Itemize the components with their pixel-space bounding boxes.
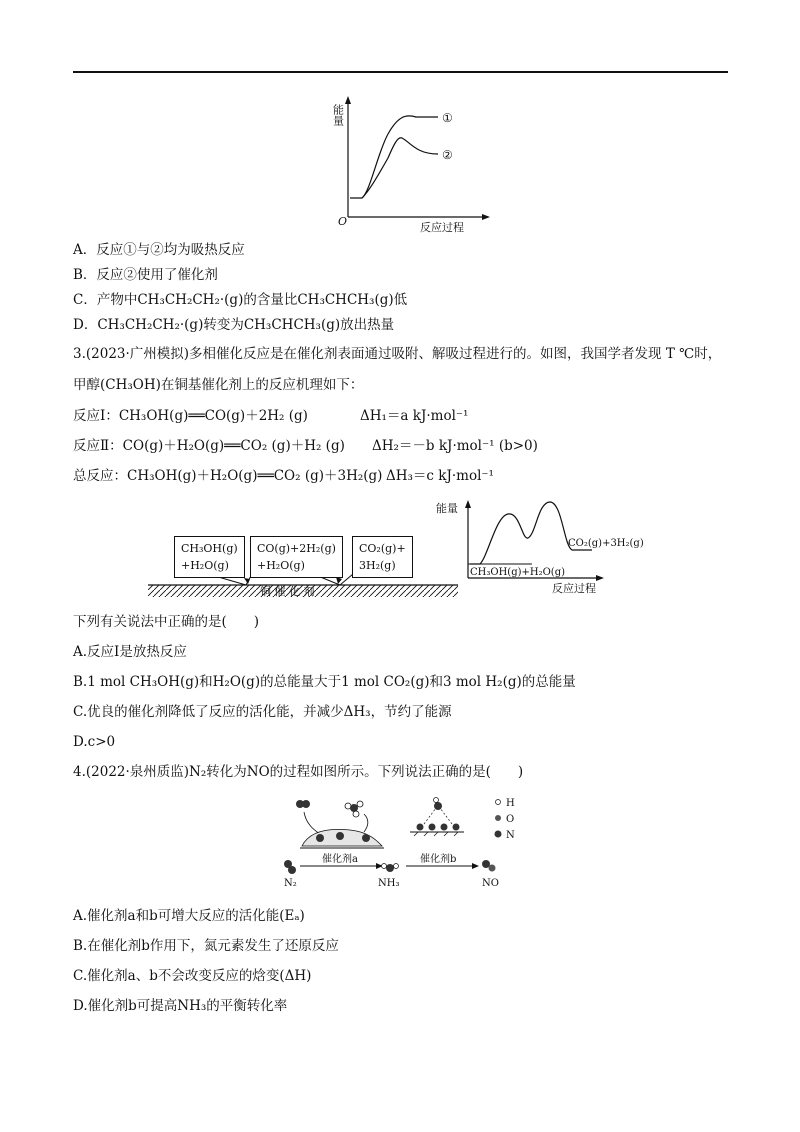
q3-option-d: D.c>0 [73, 734, 116, 750]
catalyst-b-label: 催化剂b [420, 854, 457, 865]
q4-option-a: A.催化剂a和b可增大反应的活化能(Eₐ) [73, 908, 305, 924]
energy-x-label: 反应过程 [552, 582, 596, 595]
y-axis-label: 能量 [331, 104, 345, 126]
q3-stem-line2: 甲醇(CH₃OH)在铜基催化剂上的反应机理如下： [73, 377, 364, 393]
q3-reaction-1-dh: ΔH₁＝a kJ·mol⁻¹ [360, 408, 469, 424]
q3-option-a: A.反应Ⅰ是放热反应 [73, 644, 187, 660]
energy-diagram-2 [432, 496, 662, 598]
energy-diagram-1 [330, 92, 500, 234]
q2-option-c: C．产物中CH₃CH₂CH₂·(g)的含量比CH₃CHCH₃(g)低 [73, 292, 408, 308]
legend-h: H [506, 798, 515, 809]
q3-option-c: C.优良的催化剂降低了反应的活化能，并减少ΔH₃，节约了能源 [73, 704, 452, 720]
energy-product-label: CO₂(g)+3H₂(g) [568, 538, 644, 549]
surface-label: 铜 催 化 剂 [260, 585, 315, 598]
energy-y-label: 能量 [436, 502, 458, 515]
q3-reaction-3: 总反应：CH₃OH(g)＋H₂O(g)══CO₂ (g)＋3H₂(g) [73, 468, 383, 484]
origin-label: O [338, 215, 348, 228]
q2-option-a: A．反应①与②均为吸热反应 [73, 242, 245, 258]
q4-option-b: B.在催化剂b作用下，氮元素发生了还原反应 [73, 938, 339, 954]
q3-reaction-2: 反应Ⅱ：CO(g)＋H₂O(g)══CO₂ (g)＋H₂ (g) [73, 438, 345, 454]
catalyst-a-label: 催化剂a [322, 854, 358, 865]
legend-o: O [506, 814, 515, 825]
q4-stem: 4.(2022·泉州质监)N₂转化为NO的过程如图所示。下列说法正确的是( ) [73, 764, 524, 780]
nh3-label: NH₃ [378, 878, 400, 889]
q3-question: 下列有关说法中正确的是( ) [73, 614, 260, 630]
q2-option-d: D．CH₃CH₂CH₂·(g)转变为CH₃CHCH₃(g)放出热量 [73, 317, 395, 333]
q3-stem-line1: 3.(2023·广州模拟)多相催化反应是在催化剂表面通过吸附、解吸过程进行的。如图，我国学者发现 T ℃时， [73, 346, 722, 362]
legend-n: N [506, 830, 515, 841]
q3-reaction-2-dh: ΔH₂＝－b kJ·mol⁻¹ (b>0) [372, 438, 538, 454]
q3-option-b: B.1 mol CH₃OH(g)和H₂O(g)的总能量大于1 mol CO₂(g)和3 mol H₂(g)的总能量 [73, 674, 576, 690]
no-label: NO [482, 878, 499, 889]
state-box-1: CH₃OH(g) +H₂O(g) [174, 536, 245, 578]
q3-reaction-3-dh: ΔH₃＝c kJ·mol⁻¹ [386, 468, 494, 484]
q4-option-c: C.催化剂a、b不会改变反应的焓变(ΔH) [73, 968, 312, 984]
header-rule [73, 71, 728, 73]
q2-option-b: B．反应②使用了催化剂 [73, 267, 218, 283]
q4-option-d: D.催化剂b可提高NH₃的平衡转化率 [73, 998, 288, 1014]
n2-to-no-process [280, 794, 530, 890]
state-box-3: CO₂(g)+ 3H₂(g) [352, 536, 413, 578]
state-box-2: CO(g)+2H₂(g) +H₂O(g) [250, 536, 343, 578]
n2-label: N₂ [284, 878, 297, 889]
energy-reactant-label: CH₃OH(g)+H₂O(g) [470, 567, 566, 578]
q3-reaction-1: 反应Ⅰ：CH₃OH(g)══CO(g)＋2H₂ (g) [73, 408, 308, 424]
x-axis-label: 反应过程 [420, 221, 464, 234]
curve-1-label: ① [442, 111, 453, 125]
curve-2-label: ② [442, 148, 453, 162]
